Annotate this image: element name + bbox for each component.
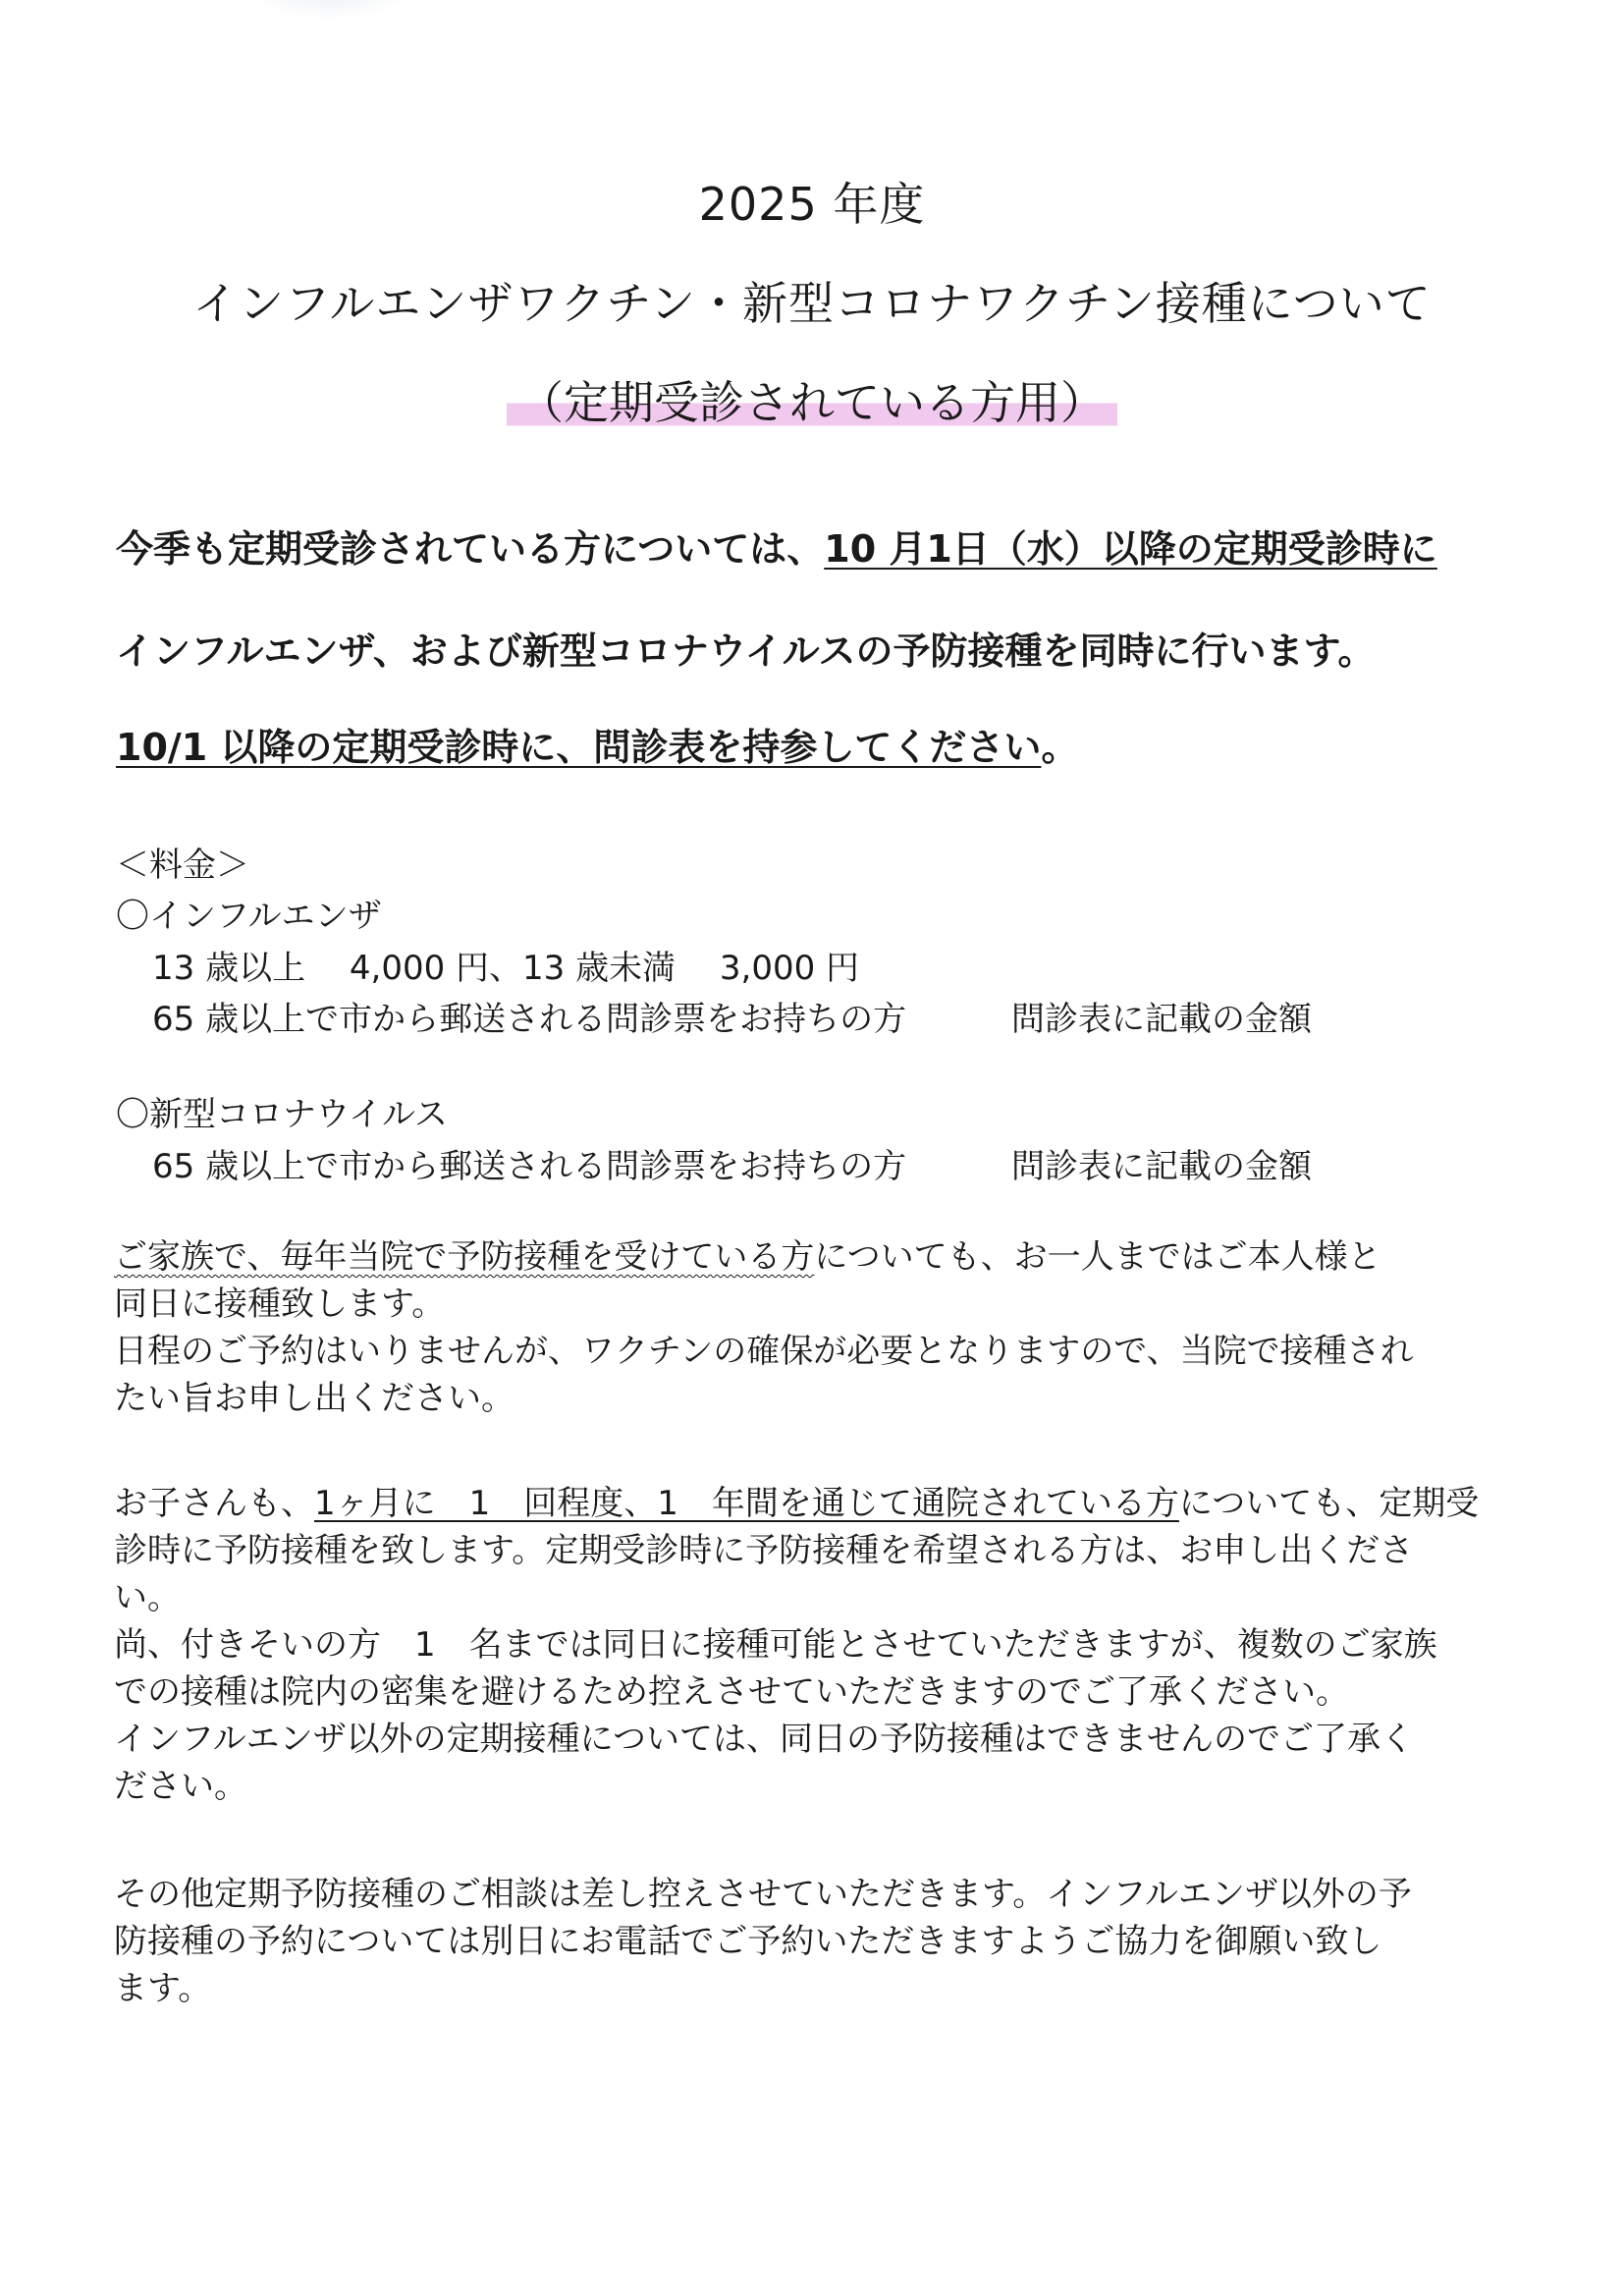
family-line-1-rest: についても、お一人まではご本人様と	[814, 1237, 1381, 1277]
family-underlined: ご家族で、毎年当院で予防接種を受けている方	[114, 1237, 815, 1277]
title-year: 2025 年度	[698, 178, 926, 231]
fees-flu-senior: 65 歳以上で市から郵送される問診票をお持ちの方	[152, 1000, 907, 1039]
other-line-3: ます。	[114, 1969, 212, 2008]
children-line-7: ださい。	[114, 1767, 247, 1806]
fees-flu-senior-amount: 問診表に記載の金額	[1011, 1000, 1312, 1039]
fees-covid-senior-amount: 問診表に記載の金額	[1011, 1147, 1312, 1186]
fees-covid-label: 〇新型コロナウイルス	[116, 1095, 448, 1134]
family-line-1	[114, 1233, 1453, 1281]
subtitle-highlight: （定期受診されている方用）	[507, 367, 1117, 432]
other-line-2: 防接種の予約については別日にお電話でご予約いただきますようご協力を御願い致し	[114, 1922, 1382, 1961]
lead-line-1-text: 今季も定期受診されている方については、	[116, 527, 825, 571]
lead-bring-form-underlined: 10/1 以降の定期受診時に、問診表を持参してください	[116, 726, 1042, 769]
lead-line-1	[116, 519, 1437, 573]
children-line-6: インフルエンザ以外の定期接種については、同日の予防接種はできませんのでご了承く	[114, 1720, 1414, 1759]
children-line-1	[114, 1480, 1480, 1527]
children-line-2: 診時に予防接種を致します。定期受診時に予防接種を希望される方は、お申し出くださ	[114, 1531, 1414, 1570]
children-line-1-pre: お子さんも、	[114, 1484, 314, 1523]
family-line-4: たい旨お申し出ください。	[114, 1379, 514, 1418]
lead-line-3	[116, 717, 1078, 771]
fees-flu-price: 13 歳以上 4,000 円、13 歳未満 3,000 円	[152, 949, 860, 988]
fees-heading: ＜料金＞	[116, 846, 249, 885]
children-line-3: い。	[114, 1578, 181, 1617]
page-subtitle	[0, 367, 1624, 432]
fees-flu-label: 〇インフルエンザ	[116, 897, 382, 936]
children-paragraph	[114, 1480, 1480, 1810]
fees-covid-senior: 65 歳以上で市から郵送される問診票をお持ちの方	[152, 1147, 907, 1186]
family-line-3: 日程のご予約はいりませんが、ワクチンの確保が必要となりますので、当院で接種され	[114, 1332, 1414, 1371]
family-paragraph	[114, 1233, 1453, 1422]
lead-line-2: インフルエンザ、および新型コロナウイルスの予防接種を同時に行います。	[116, 629, 1376, 673]
page-title: インフルエンザワクチン・新型コロナワクチン接種について	[192, 277, 1432, 330]
lead-line-3-end: 。	[1041, 726, 1079, 769]
children-line-4: 尚、付きそいの方 1 名までは同日に接種可能とさせていただきますが、複数のご家族	[114, 1625, 1437, 1665]
other-paragraph	[114, 1871, 1453, 2012]
scan-smudge	[245, 0, 412, 20]
lead-date-underlined: 10 月1日（水）以降の定期受診時に	[824, 527, 1437, 571]
other-line-1: その他定期予防接種のご相談は差し控えさせていただきます。インフルエンザ以外の予	[114, 1875, 1412, 1914]
children-underlined: 1ヶ月に 1 回程度、1 年間を通じて通院されている方	[314, 1484, 1179, 1523]
children-line-1-rest: についても、定期受	[1178, 1484, 1480, 1523]
children-line-5: での接種は院内の密集を避けるため控えさせていただきますのでご了承ください。	[114, 1672, 1349, 1712]
family-line-2: 同日に接種致します。	[114, 1285, 446, 1324]
